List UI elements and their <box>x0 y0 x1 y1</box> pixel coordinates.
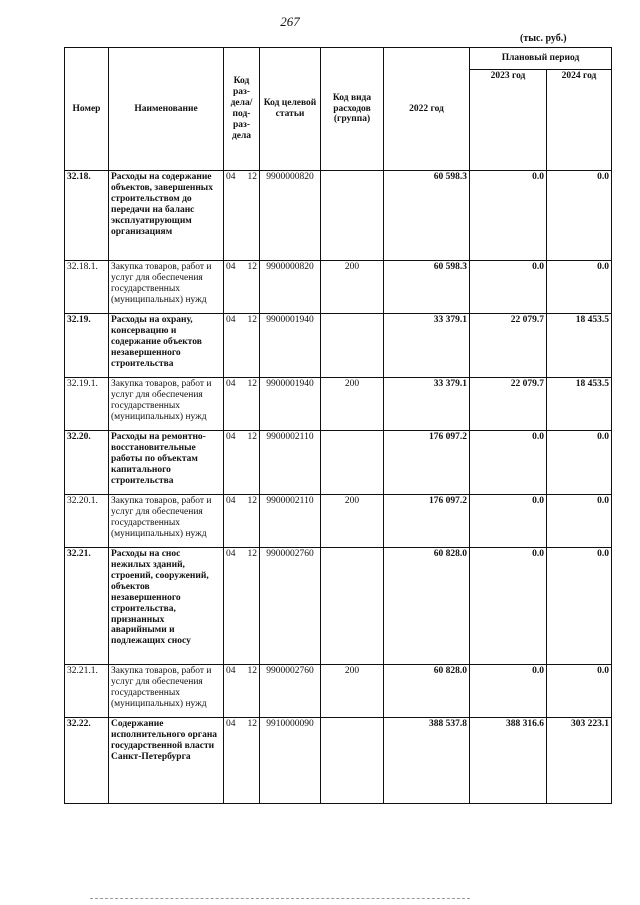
row-number: 32.20.1. <box>65 495 109 548</box>
row-2023: 22 079.7 <box>470 378 547 431</box>
row-expense: 200 <box>321 495 384 548</box>
row-2024: 0.0 <box>547 548 612 665</box>
row-name: Расходы на ремонтно-восстановительные работы по объектам капитального строительства <box>109 431 224 495</box>
row-section: 04 <box>224 665 245 718</box>
row-number: 32.20. <box>65 431 109 495</box>
row-subsection: 12 <box>245 171 260 261</box>
row-expense: 200 <box>321 261 384 314</box>
scan-artifact-line <box>90 898 470 900</box>
row-2022: 60 828.0 <box>384 665 470 718</box>
row-section: 04 <box>224 718 245 804</box>
header-number: Номер <box>65 48 109 171</box>
row-2023: 388 316.6 <box>470 718 547 804</box>
row-2024: 18 453.5 <box>547 314 612 378</box>
row-number: 32.19. <box>65 314 109 378</box>
row-name: Содержание исполнительного органа государственной власти Санкт-Петербурга <box>109 718 224 804</box>
row-2022: 176 097.2 <box>384 495 470 548</box>
row-2023: 0.0 <box>470 431 547 495</box>
row-target: 9900002110 <box>260 495 321 548</box>
row-section: 04 <box>224 261 245 314</box>
row-number: 32.21. <box>65 548 109 665</box>
header-planned: Плановый период <box>470 48 612 70</box>
row-2023: 0.0 <box>470 171 547 261</box>
row-2024: 0.0 <box>547 261 612 314</box>
header-target: Код целевой статьи <box>260 48 321 171</box>
table-row <box>65 314 612 378</box>
budget-table <box>64 47 612 804</box>
row-2023: 0.0 <box>470 261 547 314</box>
row-2023: 0.0 <box>470 665 547 718</box>
row-target: 9900000820 <box>260 171 321 261</box>
row-expense <box>321 314 384 378</box>
row-subsection: 12 <box>245 378 260 431</box>
header-row <box>65 48 612 70</box>
row-expense <box>321 171 384 261</box>
row-2024: 18 453.5 <box>547 378 612 431</box>
row-expense: 200 <box>321 378 384 431</box>
row-name: Закупка товаров, работ и услуг для обеспечения государственных (муниципальных) нужд <box>109 495 224 548</box>
row-name: Закупка товаров, работ и услуг для обеспечения государственных (муниципальных) нужд <box>109 378 224 431</box>
table-row <box>65 261 612 314</box>
row-section: 04 <box>224 378 245 431</box>
row-name: Расходы на охрану, консервацию и содержание объектов незавершенного строительства <box>109 314 224 378</box>
table-row <box>65 665 612 718</box>
table-row <box>65 431 612 495</box>
units-label: (тыс. руб.) <box>520 33 567 44</box>
table-row <box>65 718 612 804</box>
row-target: 9900002760 <box>260 665 321 718</box>
row-2022: 60 598.3 <box>384 171 470 261</box>
row-2024: 0.0 <box>547 665 612 718</box>
row-number: 32.18.1. <box>65 261 109 314</box>
row-expense <box>321 718 384 804</box>
row-2022: 176 097.2 <box>384 431 470 495</box>
row-2023: 22 079.7 <box>470 314 547 378</box>
row-section: 04 <box>224 495 245 548</box>
row-target: 9900000820 <box>260 261 321 314</box>
row-subsection: 12 <box>245 314 260 378</box>
row-name: Закупка товаров, работ и услуг для обеспечения государственных (муниципальных) нужд <box>109 665 224 718</box>
row-expense <box>321 431 384 495</box>
table-row <box>65 495 612 548</box>
row-section: 04 <box>224 171 245 261</box>
row-2023: 0.0 <box>470 548 547 665</box>
row-name: Расходы на содержание объектов, завершенных строительством до передачи на баланс эксплуатирующим организациям <box>109 171 224 261</box>
row-expense <box>321 548 384 665</box>
row-number: 32.21.1. <box>65 665 109 718</box>
row-target: 9900001940 <box>260 378 321 431</box>
header-year-current: 2022 год <box>384 48 470 171</box>
page-number: 267 <box>280 14 300 29</box>
header-expense: Код вида расходов (группа) <box>321 48 384 171</box>
row-2022: 60 598.3 <box>384 261 470 314</box>
header-year-next: 2023 год <box>470 70 547 171</box>
row-subsection: 12 <box>245 548 260 665</box>
row-subsection: 12 <box>245 431 260 495</box>
row-2022: 388 537.8 <box>384 718 470 804</box>
table-row <box>65 548 612 665</box>
row-2022: 60 828.0 <box>384 548 470 665</box>
row-number: 32.22. <box>65 718 109 804</box>
row-subsection: 12 <box>245 261 260 314</box>
row-target: 9900002110 <box>260 431 321 495</box>
row-name: Расходы на снос нежилых зданий, строений, сооружений, объектов незавершенного строительства, признанных аварийными и подлежащих сносу <box>109 548 224 665</box>
row-2024: 303 223.1 <box>547 718 612 804</box>
row-2024: 0.0 <box>547 431 612 495</box>
row-section: 04 <box>224 548 245 665</box>
row-2023: 0.0 <box>470 495 547 548</box>
row-target: 9900002760 <box>260 548 321 665</box>
row-name: Закупка товаров, работ и услуг для обеспечения государственных (муниципальных) нужд <box>109 261 224 314</box>
row-subsection: 12 <box>245 495 260 548</box>
row-2024: 0.0 <box>547 495 612 548</box>
row-number: 32.19.1. <box>65 378 109 431</box>
header-year-after: 2024 год <box>547 70 612 171</box>
row-target: 9900001940 <box>260 314 321 378</box>
row-2022: 33 379.1 <box>384 378 470 431</box>
row-target: 9910000090 <box>260 718 321 804</box>
table-row <box>65 171 612 261</box>
row-subsection: 12 <box>245 665 260 718</box>
table-row <box>65 378 612 431</box>
row-2024: 0.0 <box>547 171 612 261</box>
header-name: Наименование <box>109 48 224 171</box>
header-section: Код раз-дела/ под-раз-дела <box>224 48 260 171</box>
row-section: 04 <box>224 431 245 495</box>
row-section: 04 <box>224 314 245 378</box>
row-expense: 200 <box>321 665 384 718</box>
row-number: 32.18. <box>65 171 109 261</box>
row-2022: 33 379.1 <box>384 314 470 378</box>
row-subsection: 12 <box>245 718 260 804</box>
